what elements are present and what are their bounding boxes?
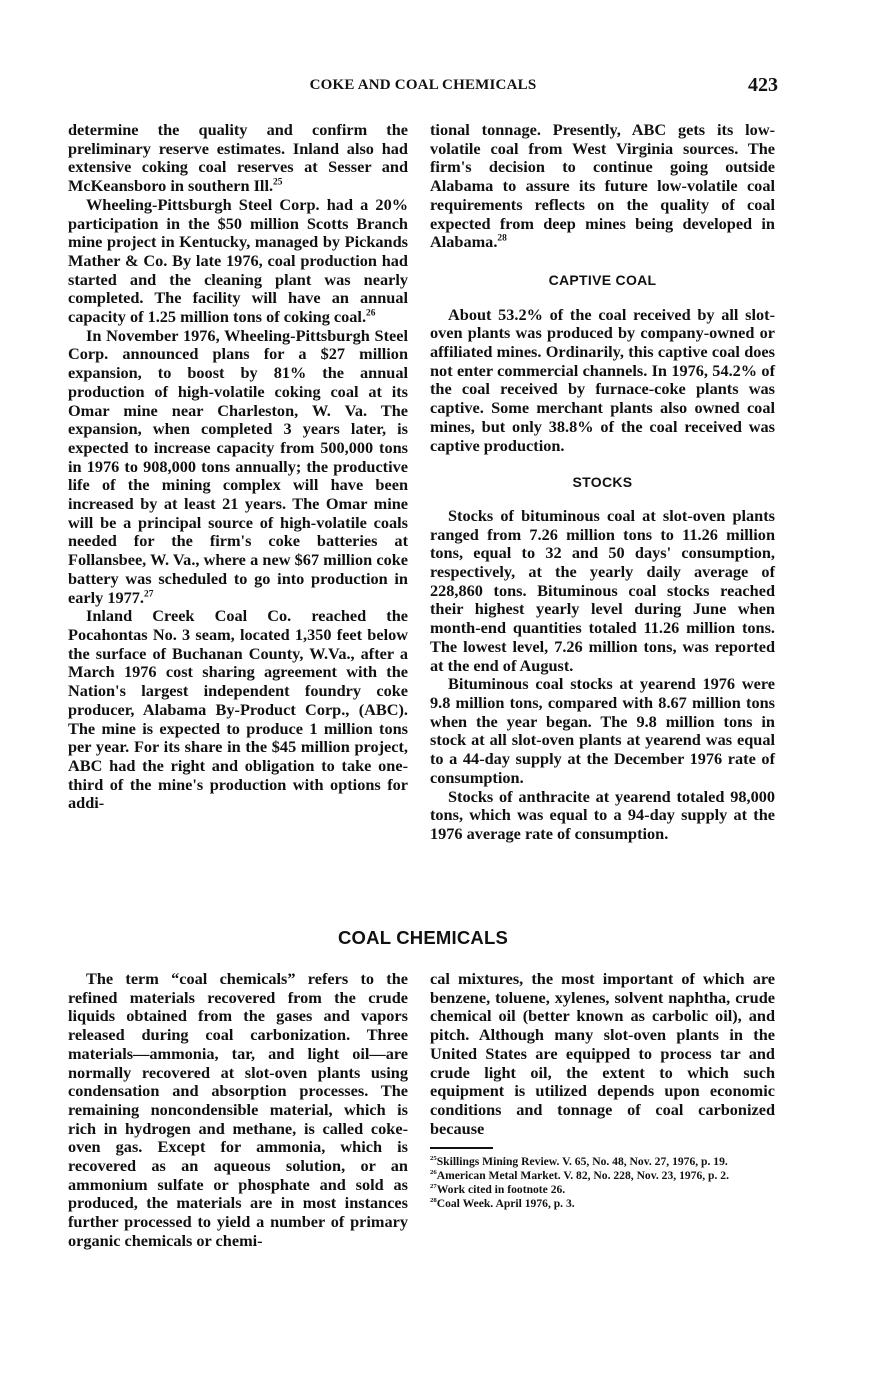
footnote-rule	[430, 1147, 493, 1149]
subheading-stocks: STOCKS	[572, 474, 633, 491]
footnotes	[430, 1155, 775, 1210]
running-title: COKE AND COAL CHEMICALS	[309, 77, 537, 93]
paragraph: Stocks of anthracite at yearend totaled 98,000 tons, which was equal to a 94-day supply at the 1976 average rate of consumption.	[430, 786, 775, 843]
footnote-ref: 27	[143, 589, 154, 600]
section-heading-coal-chemicals: COAL CHEMICALS	[338, 927, 508, 948]
right-column-bottom	[430, 970, 775, 1211]
paragraph: cal mixtures, the most important of which are benzene, toluene, xylenes, solvent naphtha, crude chemical oil (better known as carbolic oil), and pitch. Although many slot-oven plants in the United States are equipped to process tar and crude light oil, the extent to which such equipment is utilized depends upon economic conditions and tonnage of coal carbonized because	[430, 969, 775, 1138]
footnote: $^{27}$Work cited in footnote 26.	[430, 1182, 566, 1196]
paragraph: Bituminous coal stocks at yearend 1976 were 9.8 million tons, compared with 8.67 million tons when the year began. The 9.8 million tons in stock at all slot-oven plants at yearend was equal to a 44-day supply at the December 1976 rate of consumption.	[430, 674, 775, 787]
footnote: $^{26}$American Metal Market. V. 82, No. 228, Nov. 23, 1976, p. 2.	[430, 1168, 730, 1182]
paragraph: In November 1976, Wheeling-Pittsburgh Steel Corp. announced plans for a $27 million expansion, to boost by 81% the annual production of high-volatile coking coal at its Omar mine near Charleston, W. Va. The expansion, when completed 3 years later, is expected to increase capacity from 500,000 tons in 1976 to 908,000 tons annually; the productive life of the mining complex will have been increased by at least 21 years. The Omar mine will be a principal source of high-volatile coals needed for the firm's coke batteries at Follansbee, W. Va., where a new $67 million coke battery was scheduled to go into production in early 1977.27	[68, 325, 408, 607]
subheading-captive-coal: CAPTIVE COAL	[548, 271, 657, 288]
paragraph: Stocks of bituminous coal at slot-oven plants ranged from 7.26 million tons to 11.26 million tons, equal to 32 and 50 days' consumption, respectively, at the yearly daily average of 228,860 tons. Bituminous coal stocks reached their highest yearly level during June when month-end quantities totaled 11.26 million tons. The lowest level, 7.26 million tons, was reported at the end of August.	[430, 505, 775, 675]
right-column-top	[430, 121, 775, 844]
running-header	[68, 74, 778, 98]
paragraph: Wheeling-Pittsburgh Steel Corp. had a 20% participation in the $50 million Scotts Branch mine project in Kentucky, managed by Pickands Mather & Co. By late 1976, coal production had started and the cleaning plant was nearly completed. The facility will have an annual capacity of 1.25 million tons of coking coal.$^{26}$	[68, 194, 408, 327]
paragraph: About 53.2% of the coal received by all slot-oven plants was produced by company-owned or affiliated mines. Ordinarily, this captive coal does not enter commercial channels. In 1976, 54.2% of the coal received by furnace-coke plants was captive. Some merchant plants also owned coal mines, but only 38.8% of the coal received was captive production.	[430, 304, 775, 455]
footnote-ref: 26	[366, 308, 376, 319]
paragraph: The term “coal chemicals” refers to the refined materials recovered from the crude liquids obtained from the gases and vapors released during coal carbonization. Three materials—ammonia, tar, and light oil—are normally recovered at slot-oven plants using condensation and absorption processes. The remaining noncondensible material, which is rich in hydrogen and methane, is called coke-oven gas. Except for ammonia, which is recovered as an aqueous solution, or an ammonium sulfate or phosphate and sold as produced, the materials are in most instances further processed to yield a number of primary organic chemicals or chemi-	[68, 969, 408, 1250]
left-column-bottom	[68, 970, 408, 1251]
footnote: $^{28}$Coal Week. April 1976, p. 3.	[430, 1196, 575, 1210]
footnote-ref: 25	[273, 177, 283, 188]
left-column-top	[68, 121, 408, 813]
footnote-ref: 28	[497, 233, 507, 244]
paragraph: tional tonnage. Presently, ABC gets its low-volatile coal from West Virginia sources. The firm's decision to continue going outside Alabama to assure its future low-volatile coal requirements reflects on the quality of coal expected from deep mines being developed in Alabama.$^{28}$	[430, 120, 775, 252]
footnote: $^{25}$Skillings Mining Review. V. 65, No. 48, Nov. 27, 1976, p. 19.	[430, 1154, 728, 1168]
paragraph: determine the quality and confirm the preliminary reserve estimates. Inland also had extensive coking coal reserves at Sesser and McKeansboro in southern Ill.$^{25}$	[68, 120, 408, 196]
page-number: 423	[748, 74, 778, 96]
paragraph: Inland Creek Coal Co. reached the Pocahontas No. 3 seam, located 1,350 feet below the surface of Buchanan County, W.Va., after a March 1976 cost sharing agreement with the Nation's largest independent foundry coke producer, Alabama By-Product Corp., (ABC). The mine is expected to produce 1 million tons per year. For its share in the $45 million project, ABC had the right and obligation to take one-third of the mine's production with options for addi-	[68, 606, 408, 813]
